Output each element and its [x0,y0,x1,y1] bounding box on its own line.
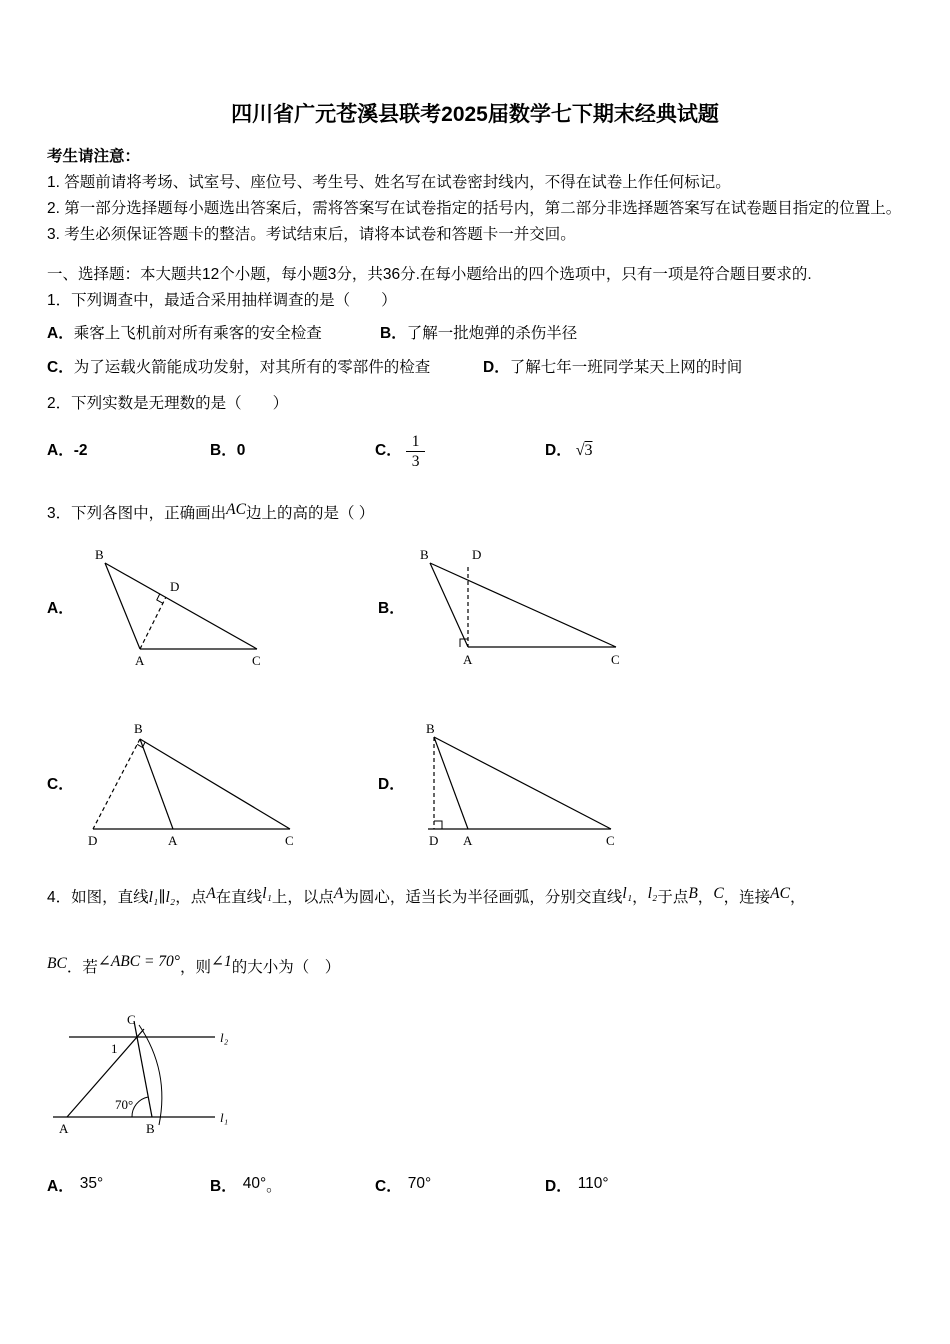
q4-option-a-value: 35° [79,1175,104,1192]
q3-stem-math-ac: AC [226,501,246,518]
q3d-point-a-label: A [463,833,473,848]
q3-stem [47,501,903,527]
q1-options-row-2 [47,355,903,381]
square-root-three [576,438,593,464]
triangle-edge [140,739,173,829]
q3b-point-c-label: C [611,652,620,667]
q1-option-c [47,355,483,381]
q3-stem-suffix: 边上的高的是（ ） [245,505,375,522]
q3a-point-d-label: D [170,579,180,594]
notice-item-3: 3. 考生必须保证答题卡的整洁。考试结束后，请将本试卷和答题卡一并交回。 [47,226,576,243]
q4-point-b-label: B [146,1121,155,1136]
q3-figure-a-cell [47,547,378,671]
q3b-point-a-label: A [463,652,473,667]
q3d-point-b-label: B [426,721,435,736]
q3-figure-d [416,721,646,849]
q1-option-a-label: A． [47,325,74,342]
q4-option-d-value: 110° [577,1175,609,1192]
altitude-dashed-line [140,597,166,649]
q4-option-d [545,1174,609,1200]
q3-figure-d-cell [378,721,903,849]
triangle-edge [430,563,616,647]
q3-figure-c-cell [47,721,378,849]
q4-point-a-label: A [59,1121,69,1136]
q1-option-b [380,321,577,347]
q3-option-a-label: A． [47,600,74,617]
q1-option-c-label: C． [47,359,74,376]
q4-text: 在直线 [215,889,263,906]
q4-option-c-value: 70° [407,1175,432,1192]
q4-text: 的大小为（ ） [231,959,341,976]
q2-option-a-label: A． [47,442,74,459]
q4-text: ，则 [180,959,212,976]
q1-option-b-label: B． [380,325,407,342]
q3a-point-a-label: A [135,653,145,668]
right-angle-mark [434,821,442,829]
q4-option-d-label: D． [545,1178,572,1195]
q2-option-d-label: D． [545,442,572,459]
fraction-denominator: 3 [411,452,420,470]
q4-math-ac: AC [770,885,790,902]
q4-text: 于点 [657,889,689,906]
q4-option-c-label: C． [375,1178,402,1195]
q1-options-row-1 [47,321,903,347]
notice-item-2: 2. 第一部分选择题每小题选出答案后，需将答案写在试卷指定的括号内，第二部分非选择题答案写在试卷题目指定的位置上。 [47,200,902,217]
q4-math-l1: l₁ [262,885,272,902]
q4-text: ， [789,889,806,906]
q4-option-b-suffix: 。 [266,1178,282,1195]
q4-figure [47,1005,277,1140]
page-title: 四川省广元苍溪县联考2025届数学七下期末经典试题 [231,103,719,126]
q1-option-d [483,355,742,381]
q4-math-b: B [688,885,698,902]
triangle-edge [434,737,468,829]
q4-option-a [47,1174,210,1200]
q4-angle-70-label: 70° [115,1097,134,1112]
q1-stem: 1．下列调查中，最适合采用抽样调查的是（ ） [47,292,397,309]
notice-heading: 考生请注意： [47,148,141,165]
q1-option-c-text: 为了运载火箭能成功发射，对其所有的零部件的检查 [73,359,431,376]
q4-math-angle-abc: ∠ABC = 70° [97,953,180,970]
radicand: 3 [584,442,593,459]
q4-text: ．若 [66,959,98,976]
q4-options-row [47,1174,903,1200]
notice-item-1: 1. 答题前请将考场、试室号、座位号、考生号、姓名写在试卷密封线内，不得在试卷上作任何标记。 [47,174,731,191]
q4-math-parallel: l₁∥l₂ [148,889,176,906]
q2-option-c [375,432,545,471]
q2-option-a [47,438,210,464]
q2-option-b-value: 0 [236,442,246,459]
q1-option-d-text: 了解七年一班同学某天上网的时间 [509,359,743,376]
q4-option-b-label: B． [210,1178,237,1195]
q3-option-c-label: C． [47,776,74,793]
q4-text: 4．如图，直线 [47,889,149,906]
triangle-edge [140,739,290,829]
triangle-edge [105,563,257,649]
q4-option-b-value: 40° [242,1175,267,1192]
triangle-edge [105,563,140,649]
q4-option-c [375,1174,545,1200]
q4-text: 上，以点 [271,889,334,906]
q3a-point-c-label: C [252,653,261,668]
q3-stem-prefix: 3．下列各图中，正确画出 [47,505,227,522]
q4-math-l2: l₂ [647,885,658,902]
radical-sign: √ [575,442,585,459]
q3d-point-c-label: C [606,833,615,848]
q3c-point-b-label: B [134,721,143,736]
q2-option-a-value: -2 [73,442,88,459]
q4-text: 为圆心，适当长为半径画弧，分别交直线 [343,889,623,906]
altitude-dashed-line [93,739,140,829]
triangle-edge [430,563,468,647]
q4-label-l1: l₁ [220,1110,229,1125]
q3-option-d-label: D． [378,776,405,793]
q4-math-a: A [333,885,344,902]
q4-text: ，点 [175,889,207,906]
triangle-edge [434,737,611,829]
q4-math-c: C [713,885,724,902]
angle-70-arc [132,1097,148,1117]
q4-stem-line-1 [47,885,903,911]
q3b-point-b-label: B [420,547,429,562]
q4-text: ， [632,889,648,906]
q2-stem: 2．下列实数是无理数的是（ ） [47,395,289,412]
q1-option-d-label: D． [483,359,510,376]
q4-math-angle-1: ∠1 [211,953,232,970]
q3c-point-c-label: C [285,833,294,848]
q2-option-b-label: B． [210,442,237,459]
q3-figure-c [85,721,315,849]
q4-label-l2: l₂ [220,1030,229,1045]
q2-option-d [545,438,592,464]
q2-options-row [47,423,903,479]
q3-figure-b [416,547,646,671]
segment-bc [134,1021,152,1117]
q3-figure-a [85,547,315,671]
q4-math-l1: l₁ [622,885,633,902]
q3c-point-d-label: D [88,833,98,848]
q4-math-bc: BC [47,955,67,972]
q3-figure-b-cell [378,547,903,671]
fraction-numerator: 1 [406,432,426,452]
q3b-point-d-label: D [472,547,482,562]
q1-option-a-text: 乘客上飞机前对所有乘客的安全检查 [73,325,322,342]
q4-option-b [210,1174,375,1200]
q4-math-a: A [206,885,216,902]
q2-option-c-label: C． [375,442,402,459]
section-heading: 一、选择题：本大题共12个小题，每小题3分，共36分.在每小题给出的四个选项中，只有一项是符合题目要求的. [47,266,812,283]
q1-option-b-text: 了解一批炮弹的杀伤半径 [406,325,578,342]
fraction-one-third [406,432,426,471]
q4-figure-container [47,1005,903,1140]
q2-option-b [210,438,375,464]
q3-option-b-label: B． [378,600,405,617]
q3-figure-grid [47,547,903,849]
q3c-point-a-label: A [168,833,178,848]
q4-stem-line-2 [47,955,903,981]
q3a-point-b-label: B [95,547,104,562]
q1-option-a [47,321,380,347]
q4-text: ，连接 [723,889,771,906]
q4-point-c-label: C [127,1012,136,1027]
q3d-point-d-label: D [429,833,439,848]
q4-text: ， [697,889,714,906]
q4-option-a-label: A． [47,1178,74,1195]
q4-angle-1-label: 1 [111,1041,118,1056]
